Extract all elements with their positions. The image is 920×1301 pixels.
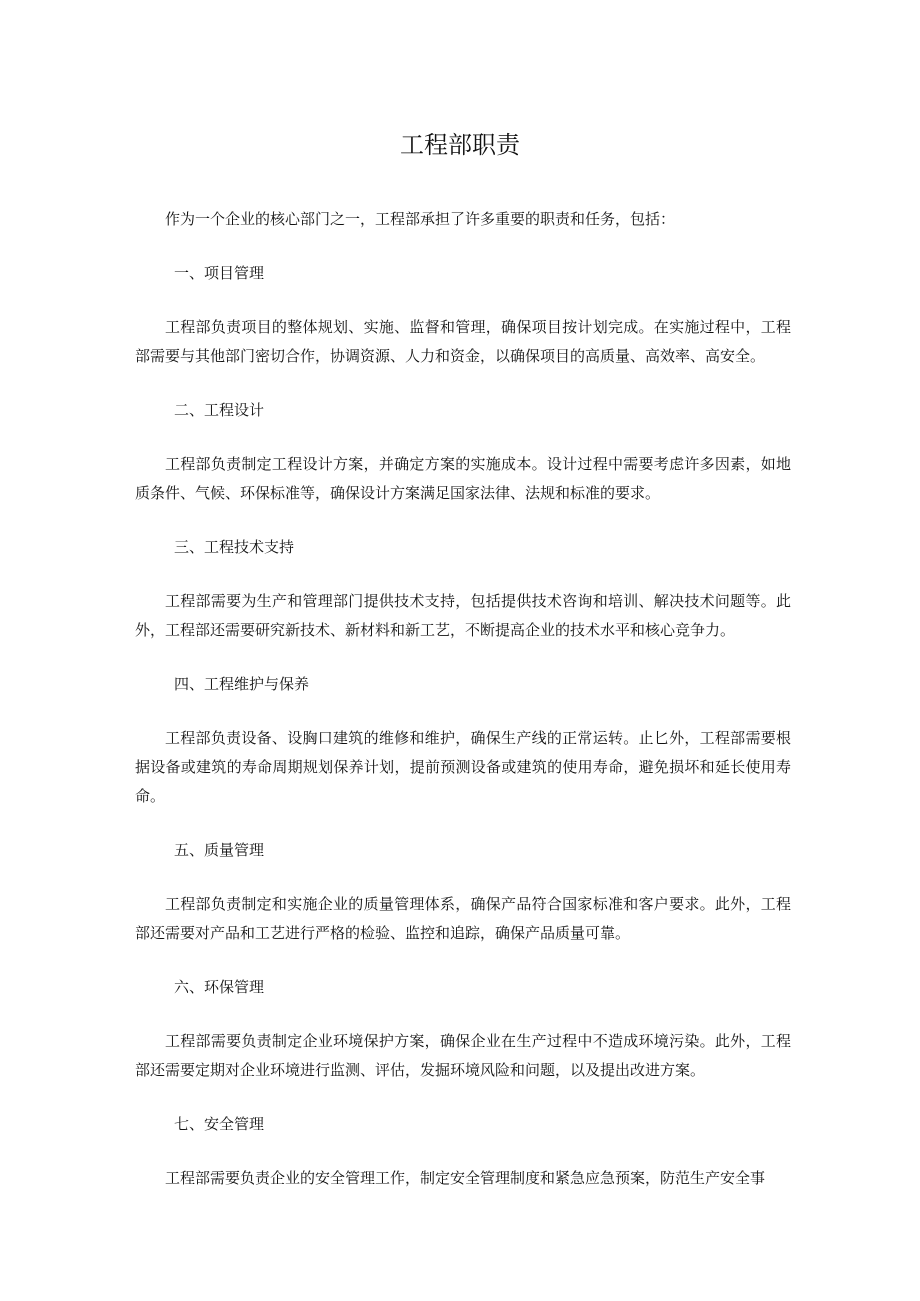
section-body-quality-management: 工程部负责制定和实施企业的质量管理体系，确保产品符合国家标准和客户要求。此外，工程部还需要对产品和工艺进行严格的检验、监控和追踪，确保产品质量可靠。 [135,895,791,942]
section-heading-safety-management: 七、安全管理 [174,1115,265,1133]
section-heading-quality-management: 五、质量管理 [174,841,265,859]
section-body-engineering-design: 工程部负责制定工程设计方案，并确定方案的实施成本。设计过程中需要考虑许多因素，如地质条件、气候、环保标准等，确保设计方案满足国家法律、法规和标准的要求。 [135,455,791,502]
section-heading-technical-support: 三、工程技术支持 [174,538,295,556]
document-body [135,205,791,1193]
section-body-environmental-management: 工程部需要负责制定企业环境保护方案，确保企业在生产过程中不造成环境污染。此外，工程部还需要定期对企业环境进行监测、评估，发掘环境风险和问题，以及提出改进方案。 [135,1032,791,1079]
section-body-technical-support: 工程部需要为生产和管理部门提供技术支持，包括提供技术咨询和培训、解决技术问题等。此外，工程部还需要研究新技术、新材料和新工艺，不断提高企业的技术水平和核心竞争力。 [135,592,791,639]
section-body-project-management: 工程部负责项目的整体规划、实施、监督和管理，确保项目按计划完成。在实施过程中，工程部需要与其他部门密切合作，协调资源、人力和资金，以确保项目的高质量、高效率、高安全。 [135,318,791,365]
section-heading-project-management: 一、项目管理 [174,264,265,282]
section-body-safety-management: 工程部需要负责企业的安全管理工作，制定安全管理制度和紧急应急预案，防范生产安全事 [165,1169,766,1187]
section-heading-maintenance: 四、工程维护与保养 [174,675,310,693]
section-heading-environmental-management: 六、环保管理 [174,978,265,996]
intro-paragraph: 作为一个企业的核心部门之一，工程部承担了许多重要的职责和任务，包括： [165,210,676,228]
section-body-maintenance: 工程部负责设备、设胸口建筑的维修和维护，确保生产线的正常运转。止匕外，工程部需要根据设备或建筑的寿命周期规划保养计划，提前预测设备或建筑的使用寿命，避免损坏和延长使用寿命。 [135,729,791,805]
section-heading-engineering-design: 二、工程设计 [174,401,265,419]
document-title: 工程部职责 [400,131,520,159]
